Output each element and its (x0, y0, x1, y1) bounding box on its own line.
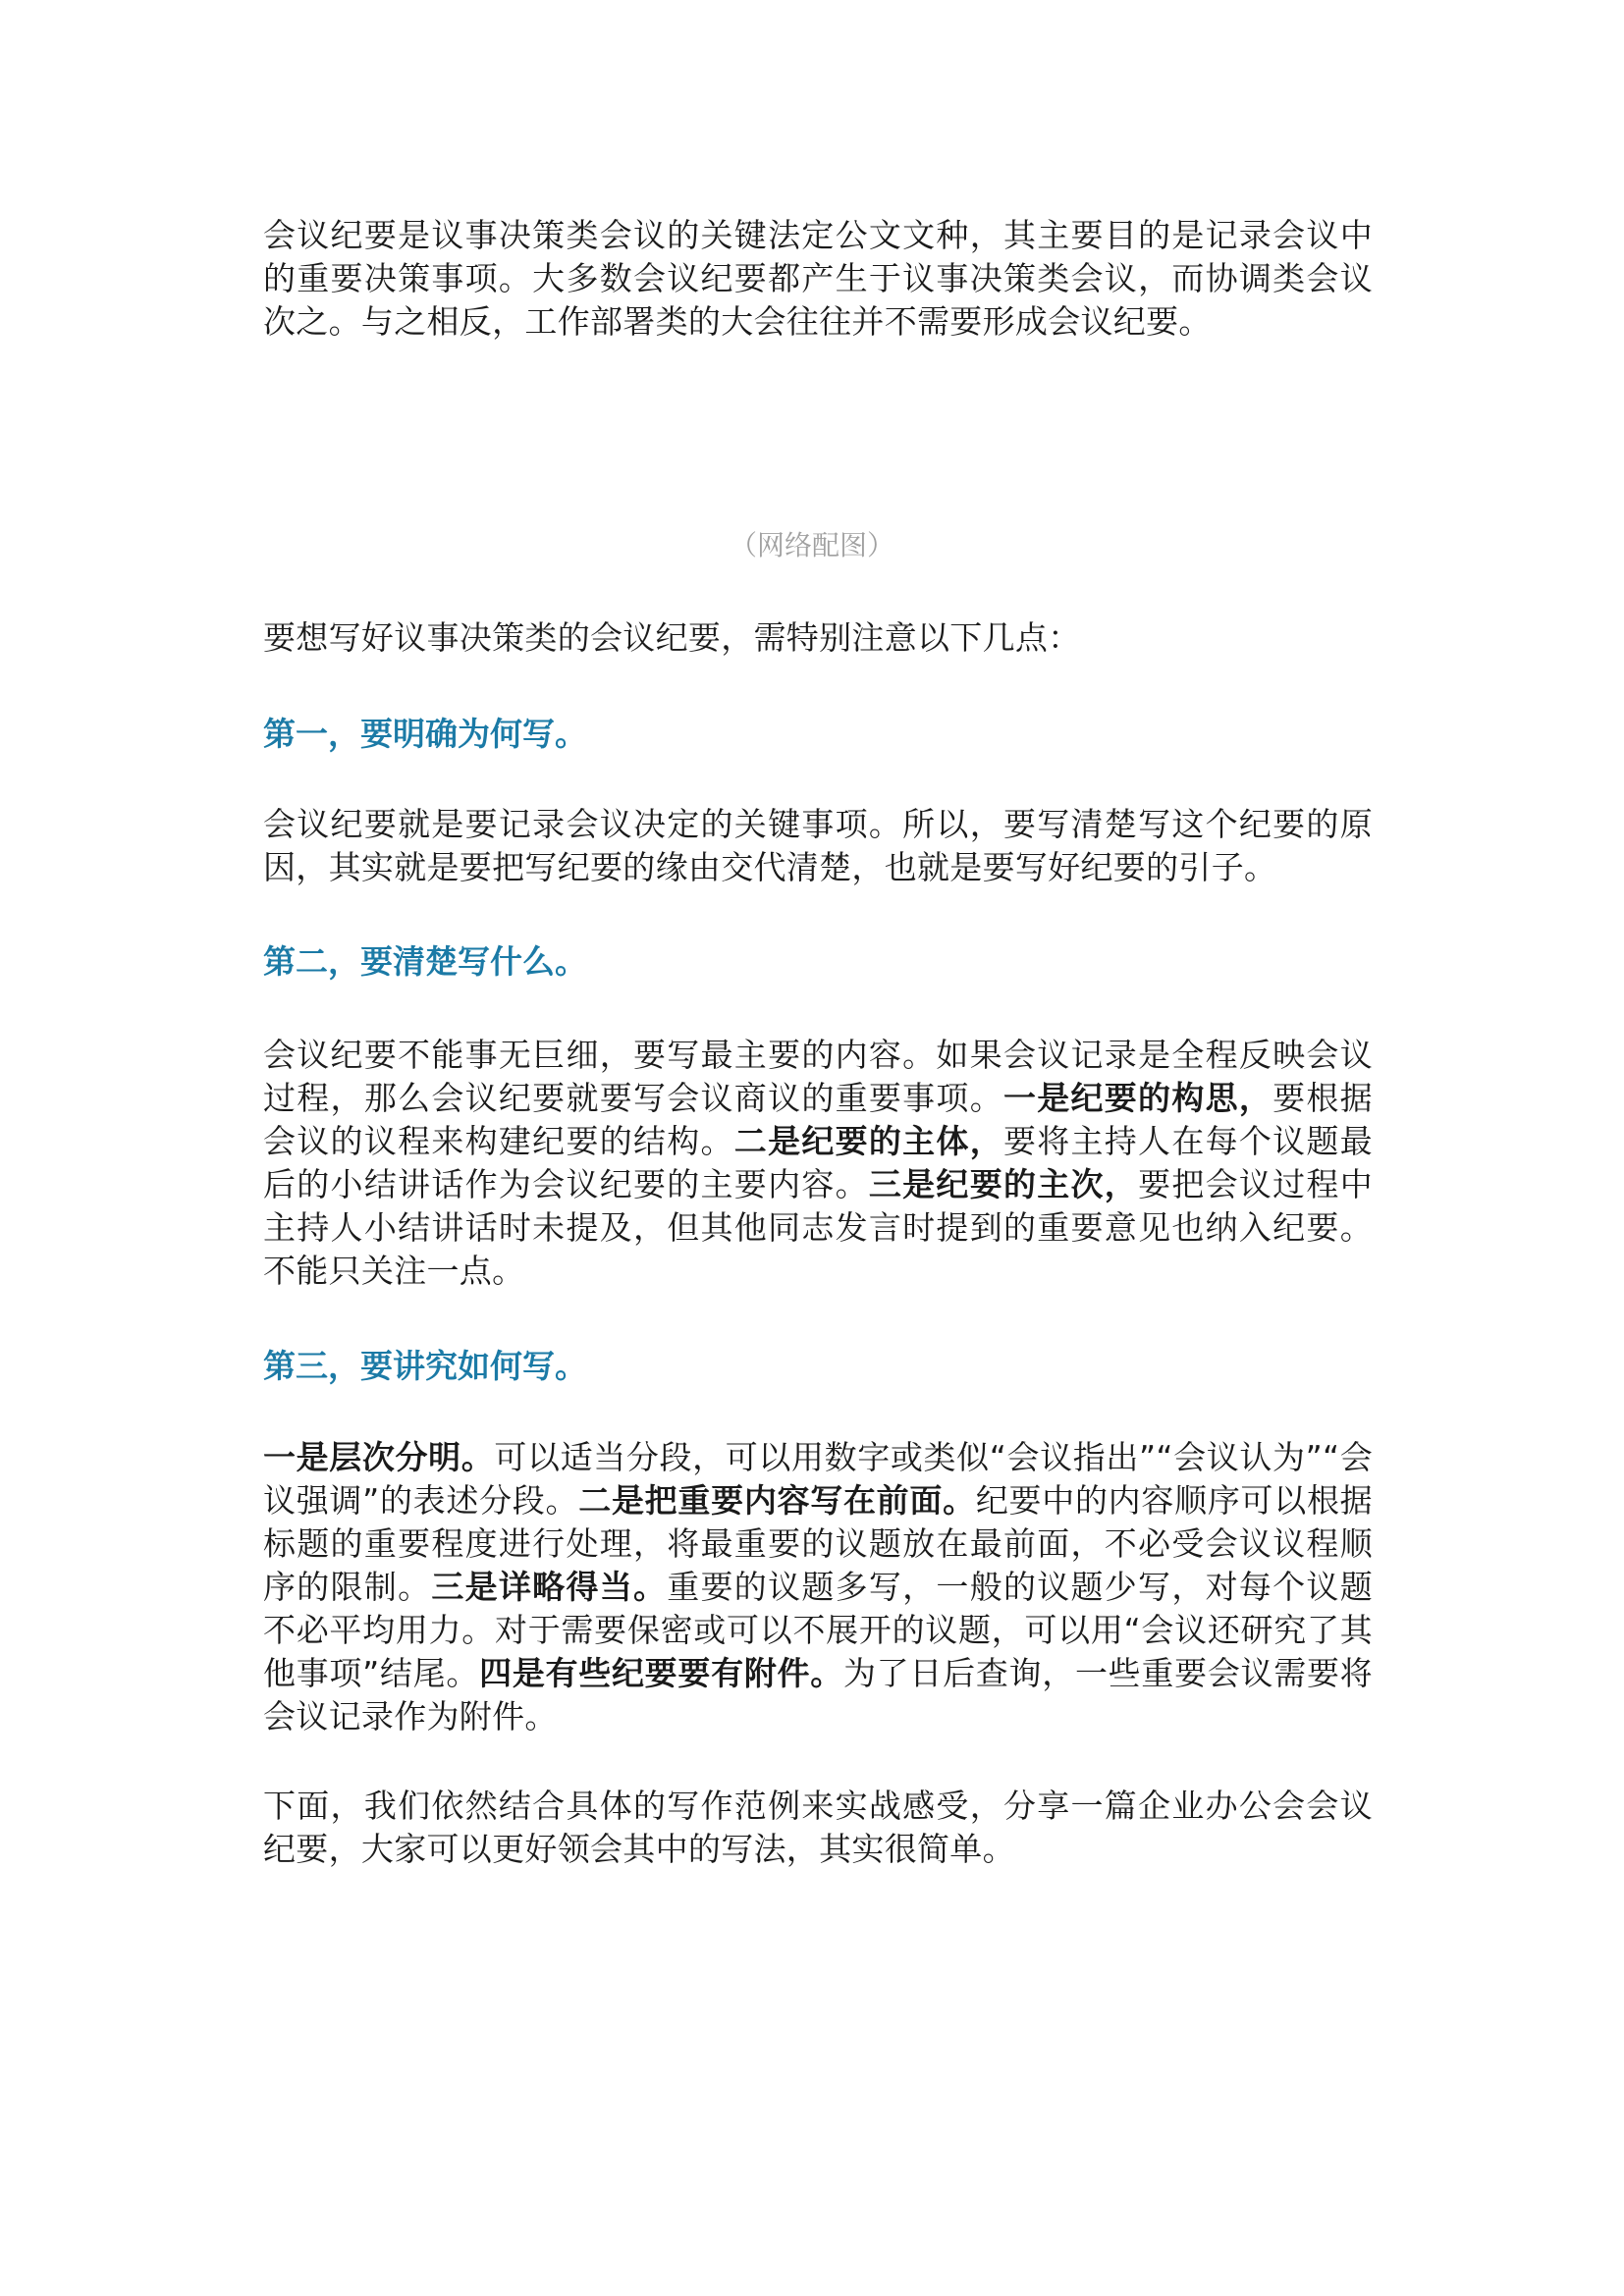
section1-body: 会议纪要就是要记录会议决定的关键事项。所以，要写清楚写这个纪要的原因，其实就是要把写纪要的缘由交代清楚，也就是要写好纪要的引子。 (263, 805, 1373, 886)
section2-body-2: 要根据会议的议程来构建纪要的结构。 (263, 1079, 1373, 1160)
intro-paragraph (263, 214, 1373, 344)
section3-point-4: 四是有些纪要要有附件。 (479, 1654, 843, 1692)
closing-paragraph (263, 1785, 1373, 1871)
section3-paragraph (263, 1436, 1373, 1738)
lead-text: 要想写好议事决策类的会议纪要，需特别注意以下几点： (263, 618, 1081, 657)
section2-point-2: 二是纪要的主体， (733, 1122, 1003, 1160)
section2-heading: 第二，要清楚写什么。 (263, 942, 587, 981)
image-caption: （网络配图） (729, 529, 894, 561)
section3-point-3: 三是详略得当。 (431, 1568, 668, 1606)
closing-text: 下面，我们依然结合具体的写作范例来实战感受，分享一篇企业办公会会议纪要，大家可以更好领会其中的写法，其实很简单。 (263, 1787, 1373, 1868)
section3-body-4: 为了日后查询，一些重要会议需要将会议记录作为附件。 (263, 1654, 1373, 1735)
section1-heading: 第一，要明确为何写。 (263, 715, 587, 753)
section2-point-3: 三是纪要的主次， (868, 1165, 1139, 1203)
section3-heading: 第三，要讲究如何写。 (263, 1347, 587, 1385)
section3-point-2: 二是把重要内容写在前面。 (578, 1481, 976, 1520)
section3-body-1: 可以适当分段，可以用数字或类似“会议指出”“会议认为”“会议强调”的表述分段。 (263, 1438, 1373, 1520)
section2-paragraph (263, 1034, 1373, 1293)
section3-body-3: 重要的议题多写，一般的议题少写，对每个议题不必平均用力。对于需要保密或可以不展开的议题，可以用“会议还研究了其他事项”结尾。 (263, 1568, 1373, 1692)
intro-text: 会议纪要是议事决策类会议的关键法定公文文种，其主要目的是记录会议中的重要决策事项。大多数会议纪要都产生于议事决策类会议，而协调类会议次之。与之相反，工作部署类的大会往往并不需要形成会议纪要。 (263, 216, 1373, 341)
section2-point-1: 一是纪要的构思， (1002, 1079, 1273, 1117)
section3-body-2: 纪要中的内容顺序可以根据标题的重要程度进行处理，将最重要的议题放在最前面，不必受会议议程顺序的限制。 (263, 1481, 1373, 1606)
section2-body-4: 要把会议过程中主持人小结讲话时未提及，但其他同志发言时提到的重要意见也纳入纪要。不能只关注一点。 (263, 1165, 1373, 1290)
section3-point-1: 一是层次分明。 (263, 1438, 495, 1476)
section2-body-1: 会议纪要不能事无巨细，要写最主要的内容。如果会议记录是全程反映会议过程，那么会议纪要就要写会议商议的重要事项。 (263, 1036, 1373, 1117)
section1-paragraph (263, 803, 1373, 889)
lead-paragraph (263, 616, 1373, 660)
section2-body-3: 要将主持人在每个议题最后的小结讲话作为会议纪要的主要内容。 (263, 1122, 1373, 1203)
